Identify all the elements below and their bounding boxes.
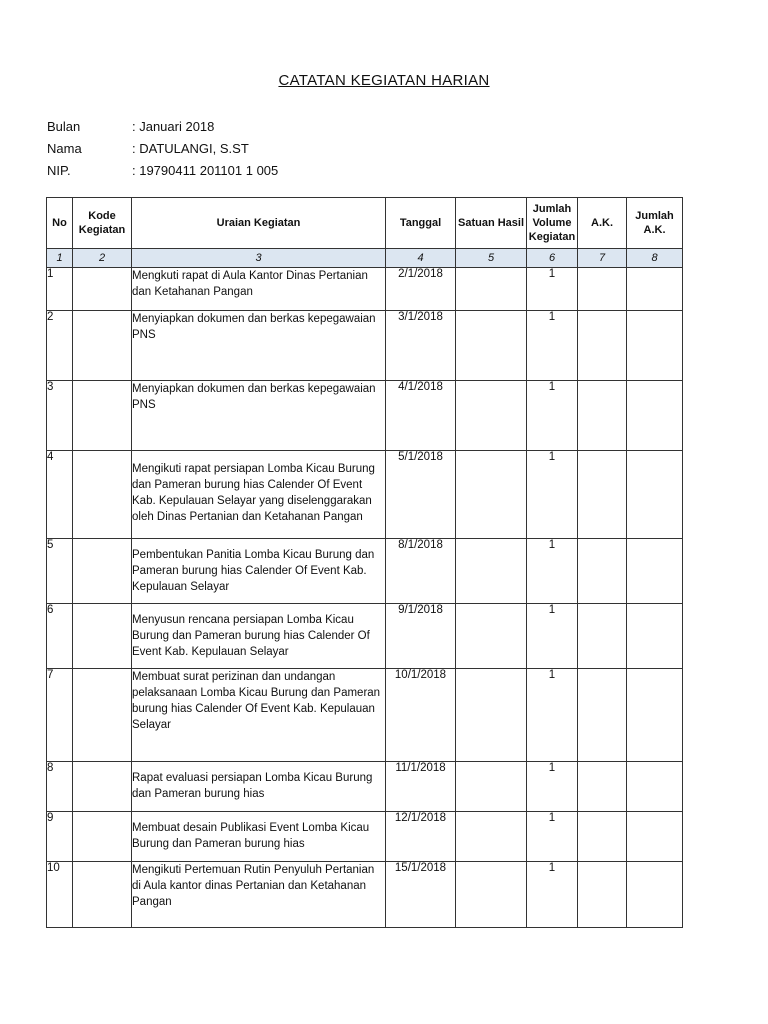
row-kode (73, 268, 132, 311)
row-kode (73, 539, 132, 604)
row-satuan (456, 539, 527, 604)
table-row (47, 862, 683, 928)
header-no: No (47, 198, 73, 249)
row-kode (73, 862, 132, 928)
row-no: 4 (47, 451, 73, 539)
column-number: 4 (386, 249, 456, 268)
row-uraian: Mengkuti rapat di Aula Kantor Dinas Pertanian dan Ketahanan Pangan (132, 268, 386, 311)
row-satuan (456, 812, 527, 862)
row-uraian: Pembentukan Panitia Lomba Kicau Burung dan Pameran burung hias Calender Of Event Kab. Kepulauan Selayar (132, 539, 386, 604)
row-volume: 1 (527, 604, 578, 669)
row-jumlah-ak (627, 862, 683, 928)
activity-table (46, 197, 683, 928)
column-number: 8 (627, 249, 683, 268)
info-row-nama (47, 138, 278, 160)
column-number: 1 (47, 249, 73, 268)
row-kode (73, 604, 132, 669)
table-row (47, 311, 683, 381)
row-jumlah-ak (627, 381, 683, 451)
page-title: CATATAN KEGIATAN HARIAN (278, 72, 490, 89)
info-value: : DATULANGI, S.ST (132, 141, 249, 156)
column-number: 6 (527, 249, 578, 268)
column-number: 5 (456, 249, 527, 268)
table-row (47, 669, 683, 762)
row-satuan (456, 311, 527, 381)
row-volume: 1 (527, 311, 578, 381)
row-jumlah-ak (627, 762, 683, 812)
info-label: NIP. (47, 163, 71, 178)
table-row (47, 381, 683, 451)
row-kode (73, 762, 132, 812)
table-row (47, 268, 683, 311)
row-tanggal: 15/1/2018 (386, 862, 456, 928)
row-satuan (456, 862, 527, 928)
column-number: 2 (73, 249, 132, 268)
row-uraian: Mengikuti rapat persiapan Lomba Kicau Burung dan Pameran burung hias Calender Of Event Kab. Kepulauan Selayar yang diselenggarakan oleh Dinas Pertanian dan Ketahanan Pangan (132, 451, 386, 539)
row-ak (578, 268, 627, 311)
row-ak (578, 311, 627, 381)
row-jumlah-ak (627, 669, 683, 762)
row-jumlah-ak (627, 451, 683, 539)
row-uraian: Membuat surat perizinan dan undangan pelaksanaan Lomba Kicau Burung dan Pameran burung hias Calender Of Event Kab. Kepulauan Selayar (132, 669, 386, 762)
row-jumlah-ak (627, 539, 683, 604)
row-satuan (456, 604, 527, 669)
row-no: 6 (47, 604, 73, 669)
row-tanggal: 11/1/2018 (386, 762, 456, 812)
row-uraian: Menyusun rencana persiapan Lomba Kicau Burung dan Pameran burung hias Calender Of Event Kab. Kepulauan Selayar (132, 604, 386, 669)
row-kode (73, 669, 132, 762)
row-volume: 1 (527, 762, 578, 812)
row-no: 5 (47, 539, 73, 604)
row-no: 7 (47, 669, 73, 762)
info-label: Nama (47, 141, 82, 156)
column-number-row (47, 249, 683, 268)
row-tanggal: 8/1/2018 (386, 539, 456, 604)
column-number: 7 (578, 249, 627, 268)
row-kode (73, 311, 132, 381)
row-uraian: Rapat evaluasi persiapan Lomba Kicau Burung dan Pameran burung hias (132, 762, 386, 812)
row-ak (578, 862, 627, 928)
row-uraian: Menyiapkan dokumen dan berkas kepegawaian PNS (132, 381, 386, 451)
table-row (47, 539, 683, 604)
info-value: : 19790411 201101 1 005 (132, 163, 279, 178)
row-volume: 1 (527, 669, 578, 762)
header-kode: Kode Kegiatan (73, 198, 132, 249)
row-volume: 1 (527, 539, 578, 604)
row-jumlah-ak (627, 812, 683, 862)
row-no: 1 (47, 268, 73, 311)
row-tanggal: 12/1/2018 (386, 812, 456, 862)
table-row (47, 604, 683, 669)
row-volume: 1 (527, 268, 578, 311)
info-value: : Januari 2018 (132, 119, 215, 134)
row-uraian: Menyiapkan dokumen dan berkas kepegawaian PNS (132, 311, 386, 381)
table-row (47, 762, 683, 812)
row-tanggal: 5/1/2018 (386, 451, 456, 539)
row-uraian: Mengikuti Pertemuan Rutin Penyuluh Pertanian di Aula kantor dinas Pertanian dan Ketahanan Pangan (132, 862, 386, 928)
column-number: 3 (132, 249, 386, 268)
row-uraian: Membuat desain Publikasi Event Lomba Kicau Burung dan Pameran burung hias (132, 812, 386, 862)
row-volume: 1 (527, 862, 578, 928)
row-ak (578, 762, 627, 812)
info-row-bulan (47, 116, 278, 138)
row-volume: 1 (527, 381, 578, 451)
row-volume: 1 (527, 451, 578, 539)
row-no: 9 (47, 812, 73, 862)
row-ak (578, 451, 627, 539)
row-tanggal: 4/1/2018 (386, 381, 456, 451)
row-tanggal: 2/1/2018 (386, 268, 456, 311)
row-ak (578, 812, 627, 862)
row-ak (578, 539, 627, 604)
row-tanggal: 9/1/2018 (386, 604, 456, 669)
row-tanggal: 3/1/2018 (386, 311, 456, 381)
row-kode (73, 812, 132, 862)
header-ak: A.K. (578, 198, 627, 249)
header-volume: Jumlah Volume Kegiatan (527, 198, 578, 249)
row-tanggal: 10/1/2018 (386, 669, 456, 762)
row-no: 2 (47, 311, 73, 381)
row-ak (578, 381, 627, 451)
row-satuan (456, 669, 527, 762)
row-satuan (456, 762, 527, 812)
row-satuan (456, 268, 527, 311)
row-jumlah-ak (627, 311, 683, 381)
row-ak (578, 669, 627, 762)
row-no: 10 (47, 862, 73, 928)
info-row-nip (47, 160, 278, 182)
row-satuan (456, 381, 527, 451)
row-kode (73, 451, 132, 539)
info-label: Bulan (47, 119, 81, 134)
row-jumlah-ak (627, 604, 683, 669)
table-row (47, 451, 683, 539)
row-volume: 1 (527, 812, 578, 862)
row-satuan (456, 451, 527, 539)
header-satuan: Satuan Hasil (456, 198, 527, 249)
row-no: 8 (47, 762, 73, 812)
row-jumlah-ak (627, 268, 683, 311)
row-no: 3 (47, 381, 73, 451)
header-jumlah-ak: Jumlah A.K. (627, 198, 683, 249)
header-row (47, 198, 683, 249)
employee-info (47, 116, 278, 182)
row-ak (578, 604, 627, 669)
header-uraian: Uraian Kegiatan (132, 198, 386, 249)
header-tanggal: Tanggal (386, 198, 456, 249)
row-kode (73, 381, 132, 451)
table-row (47, 812, 683, 862)
